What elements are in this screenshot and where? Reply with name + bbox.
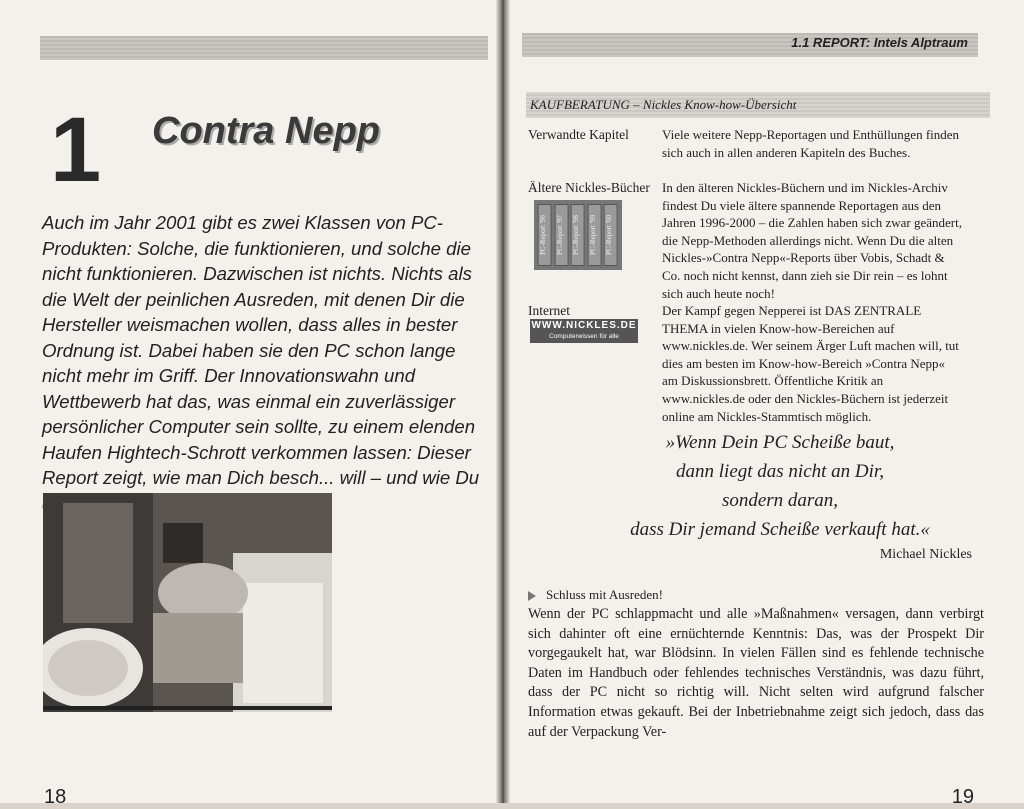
chapter-intro: Auch im Jahr 2001 gibt es zwei Klassen von PC-Produkten: Solche, die funktionieren, und solche die nicht funktionieren. Dazwischen ist nichts. Nichts als die Welt der peinlichen Ausreden, mit denen Dir die Hersteller weismachen wollen, dass alles in bester Ordnung ist. Dabei haben sie den PC schon lange nicht mehr im Griff. Der Innovationswahn und Wettbewerb hat das, was einmal ein zuverlässiger persönlicher Computer sein sollte, zu einem elenden Haufen Hightech-Schrott verkommen lassen: Dieser Report zeigt, wie man Dich besch... will – und wie Du [42, 212, 480, 488]
row-label-internet: Internet [528, 303, 570, 318]
book-spine: PC-Report '97 [555, 204, 569, 266]
nickles-logo [530, 319, 638, 343]
triangle-bullet-icon [528, 591, 536, 601]
page-number-left: 18 [44, 786, 67, 808]
book-spine: PC-Report '98 [571, 204, 585, 266]
pull-quote [570, 428, 990, 544]
quote-line: sondern daran, [721, 490, 839, 511]
chapter-number: 1 [50, 99, 102, 201]
row-text-internet: Der Kampf gegen Nepperei ist DAS ZENTRALE THEMA in vielen Know-how-Bereichen auf www.nickles.de. Wer seinem Ärger Luft machen will, tut dies am besten im Know-how-Bereich »Contra Nepp« am Diskussionsbrett. Öffentliche Kritik an www.nickles.de oder den Nickles-Büchern ist jederzeit online am Nickles-Stammtisch möglich. [662, 303, 959, 424]
running-head: 1.1 REPORT: Intels Alptraum [791, 35, 968, 50]
row-label-older-books: Ältere Nickles-Bücher [528, 180, 650, 195]
chapter-photo [43, 493, 332, 712]
row-text-older-books: In den älteren Nickles-Büchern und im Nickles-Archiv findest Du viele ältere spannende Reportagen aus den Jahren 1996-2000 – die Zahlen haben sich zwar geändert, die Nepp-Methoden allerdings nicht. Wenn Du die alten Nickles-»Contra Nepp«-Reports über Vobis, Schadt & Co. noch nicht kennst, dann zieh sie Dir rein – es lohnt sich auch heute noch! [662, 180, 962, 301]
row-text-related-chapters: Viele weitere Nepp-Reportagen und Enthüllungen finden sich auch in allen anderen Kapiteln des Buches. [662, 127, 960, 160]
purchase-advice-title: KAUFBERATUNG – Nickles Know-how-Übersicht [526, 92, 990, 118]
older-books-image [534, 200, 622, 270]
section-subhead-text: Schluss mit Ausreden! [546, 587, 663, 602]
section-subhead [528, 587, 663, 603]
chapter-title: Contra Nepp [152, 110, 380, 152]
book-spine: PC-Report '99 [588, 204, 602, 266]
quote-line: »Wenn Dein PC Scheiße baut, [665, 432, 895, 453]
book-spine: PC-Report '00 [604, 204, 618, 266]
quote-author: Michael Nickles [879, 547, 972, 562]
page-number-right: 19 [951, 786, 974, 808]
book-spine: PC-Report '96 [538, 204, 552, 266]
quote-line: dann liegt das nicht an Dir, [676, 461, 884, 482]
nickles-logo-subtitle: Computerwissen für alle [549, 333, 619, 340]
body-text: Wenn der PC schlappmacht und alle »Maßnahmen« versagen, dann verbirgt sich dahinter oft eine ernüchternde Kenntnis: Das, was der Prospekt Dir vorgegaukelt hat, war Blödsinn. In vielen Fällen sind es fehlende technische Daten im Handbuch oder fehlendes technisches Verständnis, was dazu führt, dass der PC nicht so richtig will. Nicht selten wird aufgrund falscher Information etwas gekauft. Bei der Inbetriebnahme zeigt sich jedoch, dass das auf der Verpackung Ver- [528, 606, 984, 740]
left-page [0, 0, 496, 808]
nickles-logo-text: WWW.NICKLES.DE [531, 320, 637, 331]
quote-line: dass Dir jemand Scheiße verkauft hat.« [630, 519, 930, 540]
row-label-related-chapters: Verwandte Kapitel [528, 127, 629, 142]
book-gutter [496, 0, 510, 803]
right-page [510, 0, 1024, 808]
photo-illustration [43, 493, 332, 712]
